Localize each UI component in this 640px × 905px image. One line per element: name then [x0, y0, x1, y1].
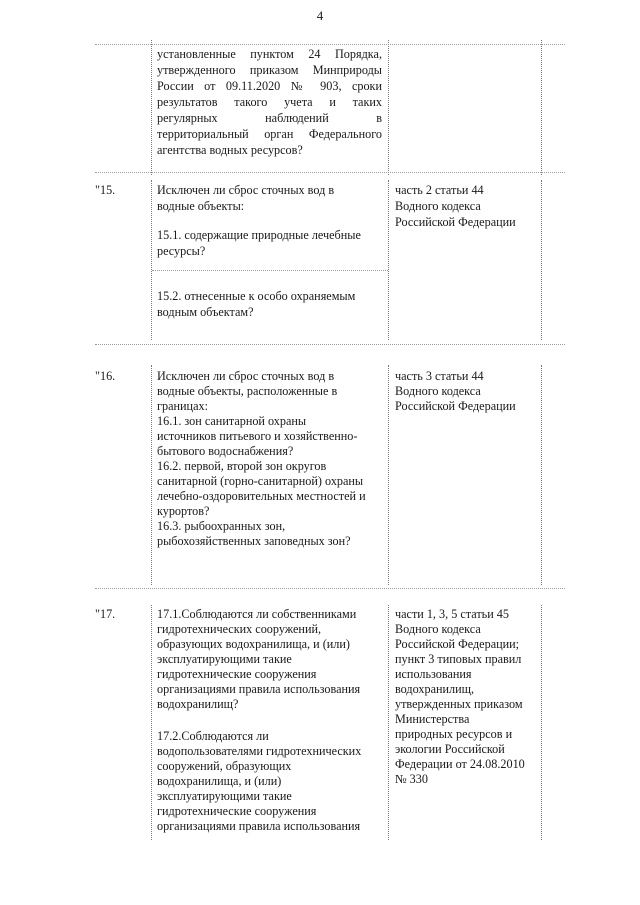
row-separator	[95, 44, 565, 45]
subquestion-line: водопользователями гидротехнических	[157, 744, 362, 758]
column-rule-right	[541, 605, 542, 840]
reference-line: Водного кодекса	[395, 622, 481, 636]
subquestion-line: 17.2.Соблюдаются ли	[157, 729, 269, 743]
row-separator	[152, 270, 388, 271]
reference-line: Водного кодекса	[395, 384, 481, 398]
reference-line: часть 2 статьи 44	[395, 183, 484, 197]
reference-line: части 1, 3, 5 статьи 45	[395, 607, 509, 621]
reference-line: Министерства	[395, 712, 470, 726]
column-rule-left	[151, 40, 152, 175]
subquestion-line: гидротехнические сооружения	[157, 804, 317, 818]
column-rule-right	[541, 365, 542, 585]
subquestion-line: гидротехнических сооружений,	[157, 622, 322, 636]
page-number: 4	[316, 8, 324, 23]
reference-line: утвержденных приказом	[395, 697, 523, 711]
reference-line: Федерации от 24.08.2010	[395, 757, 525, 771]
intro-line: утвержденного приказом Минприроды	[157, 63, 382, 77]
row-separator	[95, 588, 565, 589]
column-rule-middle	[388, 605, 389, 840]
reference-line: пункт 3 типовых правил	[395, 652, 522, 666]
row-number: "15.	[95, 183, 116, 197]
subquestion-line: 17.1.Соблюдаются ли собственниками	[157, 607, 357, 621]
question-line: 16.1. зон санитарной охраны	[157, 414, 307, 428]
question-line: санитарной (горно-санитарной) охраны	[157, 474, 364, 488]
reference-line: экологии Российской	[395, 742, 505, 756]
subquestion-line: организациями правила использования	[157, 682, 361, 696]
subquestion-line: сооружений, образующих	[157, 759, 292, 773]
reference-line: Водного кодекса	[395, 199, 481, 213]
reference-line: Российской Федерации	[395, 215, 516, 229]
row-number: "17.	[95, 607, 116, 621]
reference-line: Российской Федерации	[395, 399, 516, 413]
row-number: "16.	[95, 369, 116, 383]
intro-line: России от 09.11.2020 № 903, сроки	[157, 79, 382, 93]
column-rule-right	[541, 180, 542, 340]
reference-line: водохранилищ,	[395, 682, 475, 696]
subquestion-line: эксплуатирующими такие	[157, 652, 292, 666]
reference-line: № 330	[395, 772, 428, 786]
subquestion-line: ресурсы?	[157, 244, 206, 258]
reference-line: часть 3 статьи 44	[395, 369, 484, 383]
column-rule-middle	[388, 40, 389, 175]
question-line: источников питьевого и хозяйственно-	[157, 429, 358, 443]
question-line: Исключен ли сброс сточных вод в	[157, 183, 335, 197]
reference-line: использования	[395, 667, 472, 681]
question-line: Исключен ли сброс сточных вод в	[157, 369, 335, 383]
intro-line: установленные пунктом 24 Порядка,	[157, 47, 382, 61]
subquestion-line: водохранилищ?	[157, 697, 239, 711]
subquestion-line: водным объектам?	[157, 305, 254, 319]
question-line: бытового водоснабжения?	[157, 444, 294, 458]
subquestion-line: 15.1. содержащие природные лечебные	[157, 228, 361, 242]
subquestion-line: организациями правила использования	[157, 819, 361, 833]
question-line: 16.3. рыбоохранных зон,	[157, 519, 286, 533]
question-line: 16.2. первой, второй зон округов	[157, 459, 327, 473]
row-separator	[95, 344, 565, 345]
intro-line: результатов такого учета и таких	[157, 95, 382, 109]
subquestion-line: образующих водохранилища, и (или)	[157, 637, 350, 651]
column-rule-middle	[388, 180, 389, 340]
column-rule-left	[151, 605, 152, 840]
subquestion-line: эксплуатирующими такие	[157, 789, 292, 803]
subquestion-line: 15.2. отнесенные к особо охраняемым	[157, 289, 356, 303]
column-rule-middle	[388, 365, 389, 585]
question-line: водные объекты, расположенные в	[157, 384, 338, 398]
intro-line: регулярных наблюдений в	[157, 111, 382, 125]
reference-line: природных ресурсов и	[395, 727, 513, 741]
question-line: водные объекты:	[157, 199, 245, 213]
column-rule-left	[151, 180, 152, 340]
question-line: границах:	[157, 399, 208, 413]
intro-line: территориальный орган Федерального	[157, 127, 382, 141]
column-rule-left	[151, 365, 152, 585]
subquestion-line: водохранилища, и (или)	[157, 774, 282, 788]
question-line: рыбохозяйственных заповедных зон?	[157, 534, 351, 548]
row-separator	[95, 172, 565, 173]
question-line: лечебно-оздоровительных местностей и	[157, 489, 366, 503]
subquestion-line: гидротехнические сооружения	[157, 667, 317, 681]
question-line: курортов?	[157, 504, 210, 518]
column-rule-right	[541, 40, 542, 175]
reference-line: Российской Федерации;	[395, 637, 520, 651]
intro-line: агентства водных ресурсов?	[157, 143, 303, 157]
